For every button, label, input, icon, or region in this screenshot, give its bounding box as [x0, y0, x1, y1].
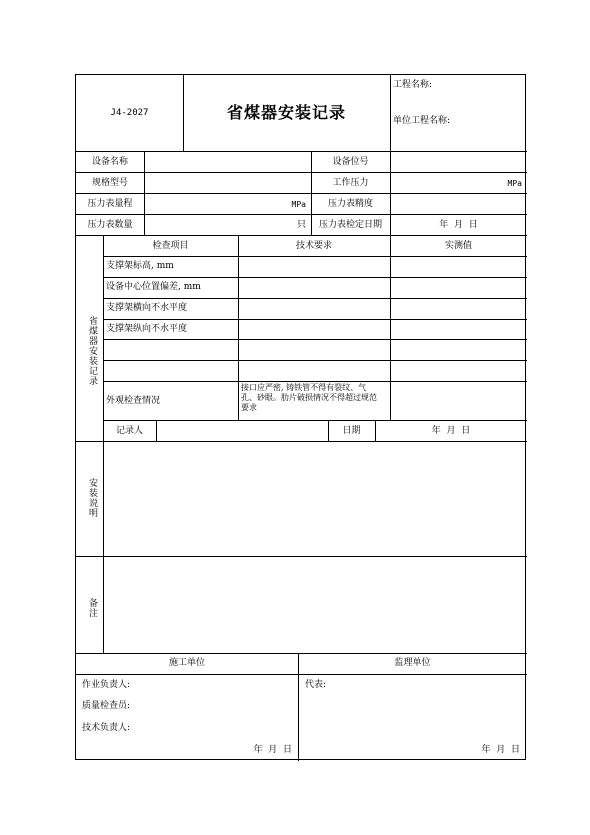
form-code: J4-2027: [110, 108, 149, 118]
device-name-label: 设备名称: [91, 157, 128, 167]
gauge-accuracy-label: 压力表精度: [327, 199, 373, 209]
inspection-item: 支撑架纵向不水平度: [106, 324, 188, 334]
divider: [390, 75, 391, 236]
record-date-label: 日期: [342, 426, 361, 436]
project-name-label: 工程名称:: [393, 80, 433, 90]
inspection-item: 支撑架横向不水平度: [106, 303, 188, 313]
divider: [103, 235, 104, 654]
gauge-count-unit: 只: [296, 220, 306, 230]
remarks-label: 备注: [87, 598, 97, 618]
spec-model-label: 规格型号: [91, 178, 128, 188]
working-pressure-unit: MPa: [507, 179, 522, 188]
supervision-unit-label: 监理单位: [394, 658, 431, 668]
divider: [76, 674, 527, 675]
divider: [76, 653, 527, 654]
divider: [103, 360, 527, 361]
record-date-value: 年 月 日: [431, 426, 471, 436]
divider: [103, 298, 527, 299]
divider: [103, 381, 527, 382]
footer-date-left: 年 月 日: [253, 745, 292, 755]
construction-unit-label: 施工单位: [168, 658, 205, 668]
gauge-range-label: 压力表量程: [87, 199, 133, 209]
col-item-header: 检查项目: [152, 241, 189, 251]
col-measured-header: 实测值: [444, 241, 472, 251]
recorder-label: 记录人: [115, 426, 143, 436]
divider: [103, 420, 527, 421]
divider: [390, 235, 391, 421]
tech-lead-label: 技术负责人:: [82, 723, 131, 733]
appearance-requirement: 接口应严密, 铸铁管不得有裂纹、气孔、砂眼。肋片破损情况不得超过规范要求: [241, 383, 377, 412]
inspection-section-label: 省煤器安装记录: [87, 316, 97, 386]
divider: [76, 441, 527, 442]
installation-record-form: [75, 74, 526, 760]
divider: [103, 256, 527, 257]
col-requirement-header: 技术要求: [295, 241, 332, 251]
divider: [103, 277, 527, 278]
divider: [103, 339, 527, 340]
device-position-label: 设备位号: [332, 157, 369, 167]
appearance-label: 外观检查情况: [106, 396, 161, 406]
gauge-calibration-label: 压力表检定日期: [318, 220, 382, 230]
representative-label: 代表:: [305, 680, 327, 690]
form-title: 省煤器安装记录: [226, 103, 346, 122]
working-pressure-label: 工作压力: [332, 178, 369, 188]
inspection-item: 设备中心位置偏差, mm: [106, 282, 201, 292]
divider: [298, 653, 299, 761]
inspection-item: 支撑架标高, mm: [106, 261, 174, 271]
gauge-count-label: 压力表数量: [87, 220, 133, 230]
divider: [76, 556, 527, 557]
divider: [238, 235, 239, 421]
unit-project-label: 单位工程名称:: [393, 116, 451, 126]
install-notes-label: 安装说明: [87, 478, 97, 518]
quality-inspector-label: 质量检查员:: [82, 701, 131, 711]
gauge-range-unit: MPa: [291, 200, 306, 209]
footer-date-right: 年 月 日: [481, 745, 520, 755]
gauge-calibration-date: 年 月 日: [439, 220, 478, 230]
divider: [156, 420, 157, 442]
divider: [103, 319, 527, 320]
operator-label: 作业负责人:: [82, 680, 131, 690]
